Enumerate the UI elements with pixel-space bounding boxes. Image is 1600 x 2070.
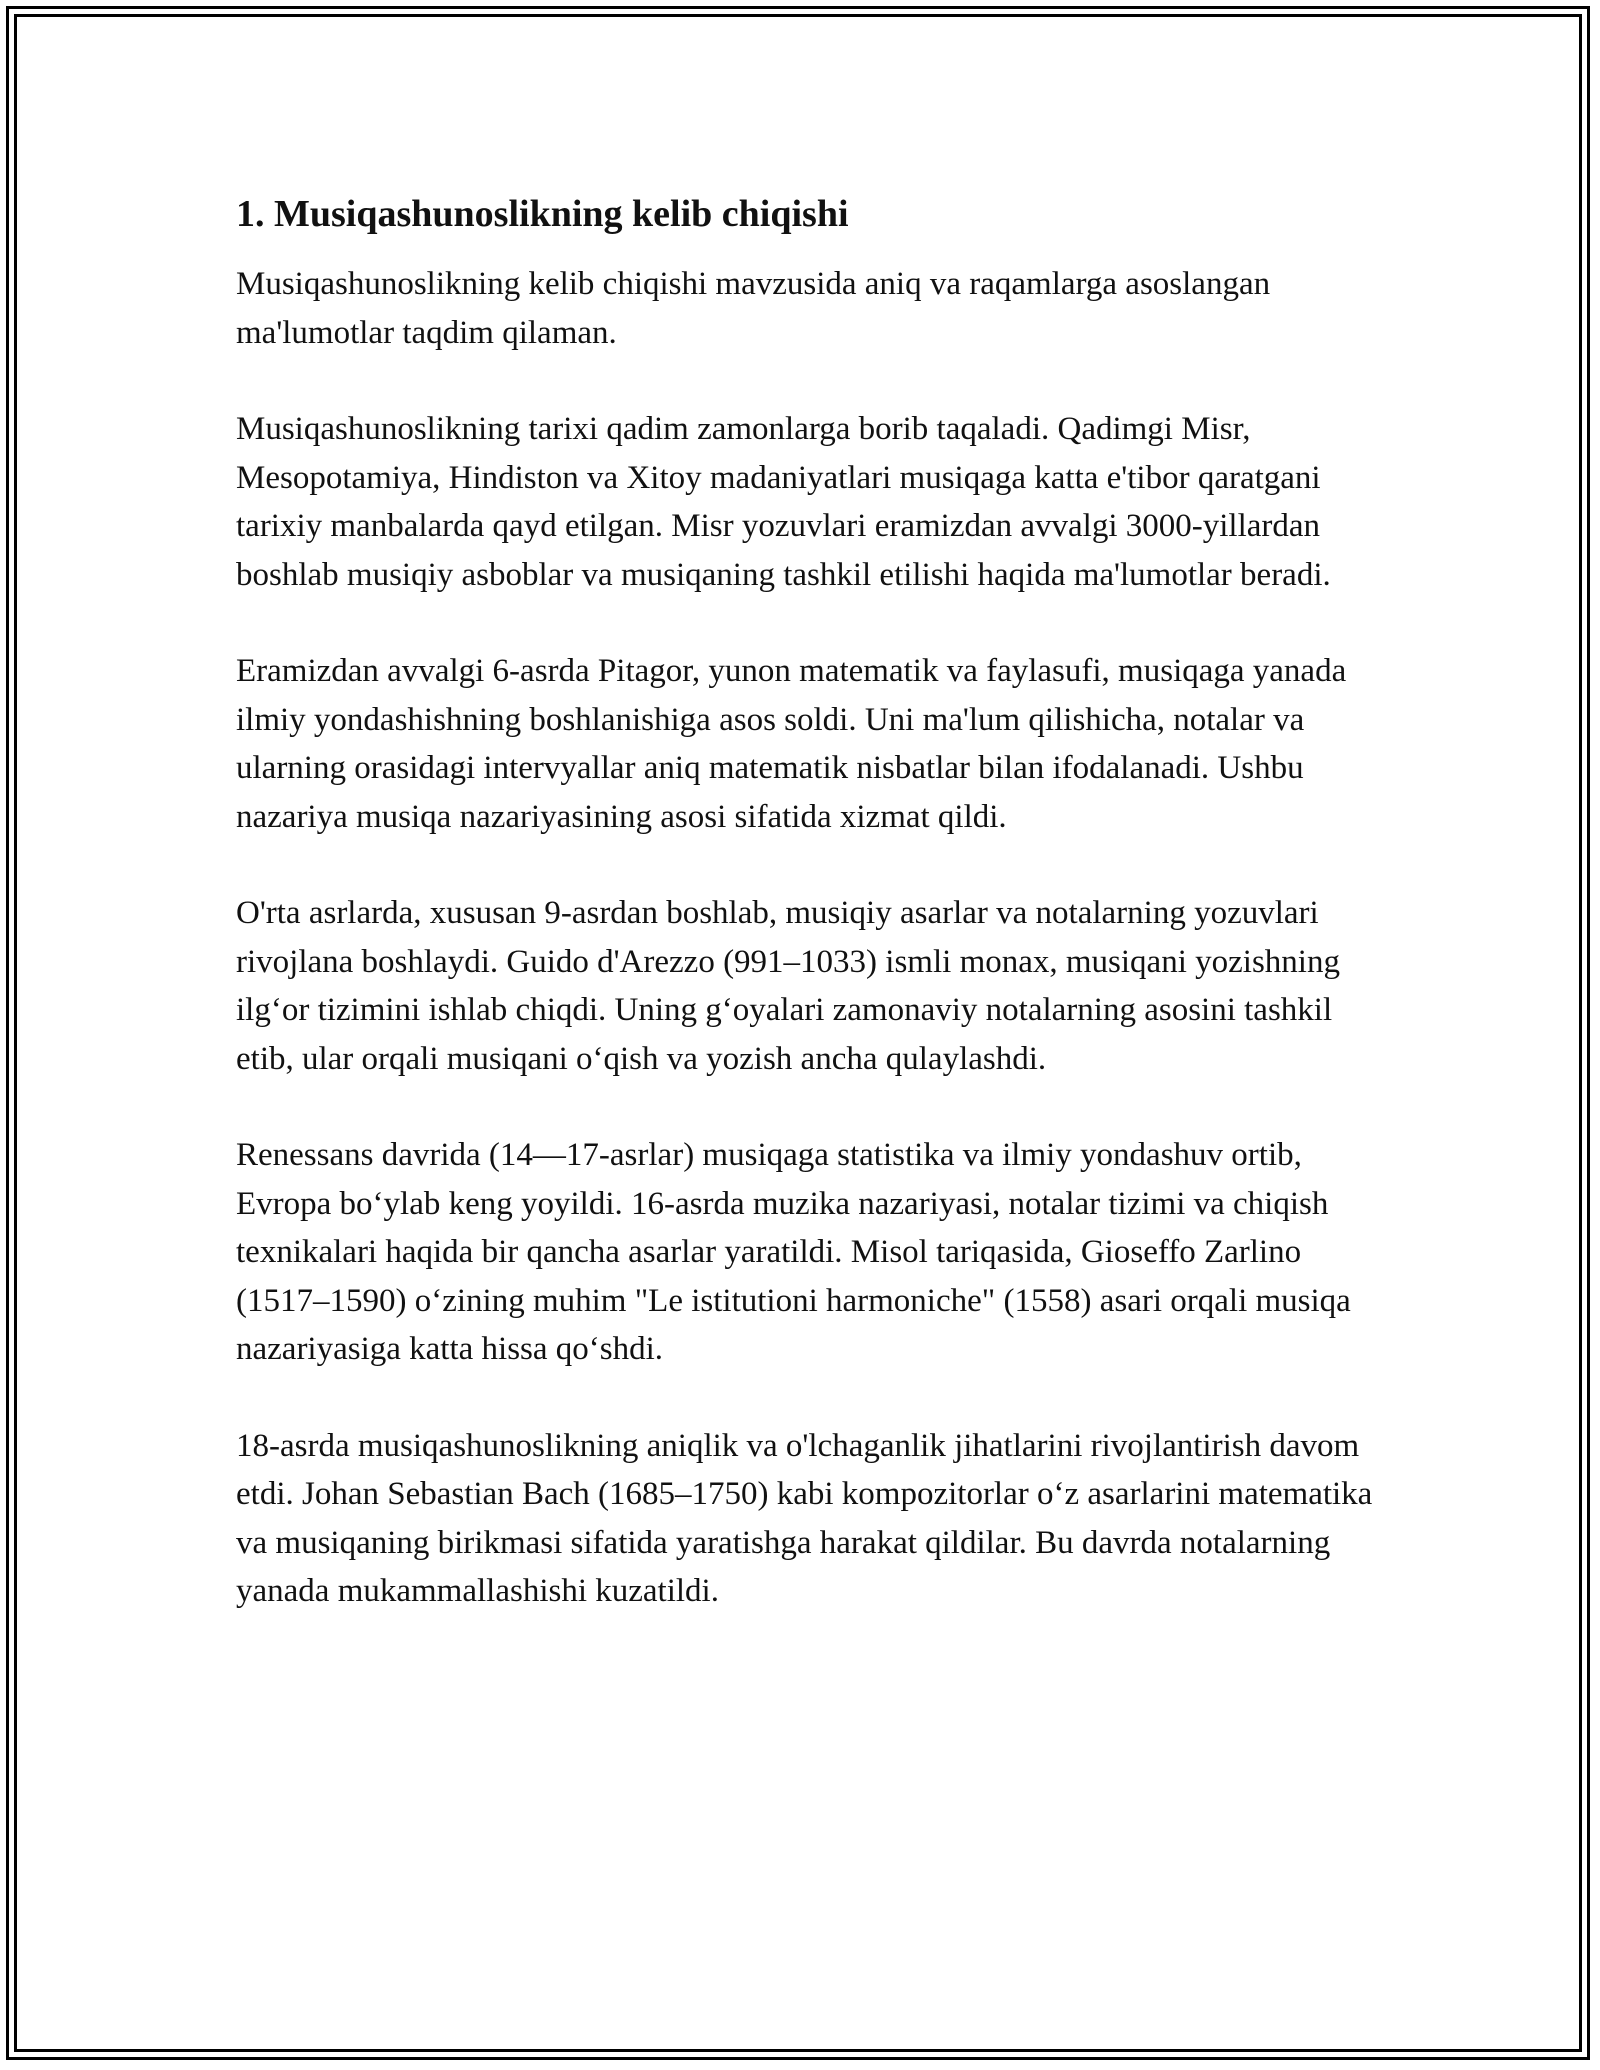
paragraph-intro: Musiqashunoslikning kelib chiqishi mavzusida aniq va raqamlarga asoslangan ma'lumotlar taqdim qilaman. bbox=[236, 266, 1271, 351]
paragraph-renaissance: Renessans davrida (14—17-asrlar) musiqaga statistika va ilmiy yondashuv ortib, Evropa bo‘ylab keng yoyildi. 16-asrda muzika nazariyasi, notalar tizimi va chiqish texnikalari haqida bir qancha asarlar yaratildi. Misol tariqasida, Gioseffo Zarlino (1517–1590) o‘zining muhim "Le istitutioni harmoniche" (1558) asari orqali musiqa nazariyasiga katta hissa qo‘shdi. bbox=[236, 1137, 1351, 1367]
paragraph-ancient-history: Musiqashunoslikning tarixi qadim zamonlarga borib taqaladi. Qadimgi Misr, Mesopotamiya, Hindiston va Xitoy madaniyatlari musiqaga katta e'tibor qaratgani tarixiy manbalarda qayd etilgan. Misr yozuvlari eramizdan avvalgi 3000-yillardan boshlab musiqiy asboblar va musiqaning tashkil etilishi haqida ma'lumotlar beradi. bbox=[236, 411, 1331, 593]
document-body bbox=[236, 190, 1376, 1664]
paragraph-middle-ages: O'rta asrlarda, xususan 9-asrdan boshlab, musiqiy asarlar va notalarning yozuvlari rivojlana boshlaydi. Guido d'Arezzo (991–1033) ismli monax, musiqani yozishning ilg‘or tizimini ishlab chiqdi. Uning g‘oyalari zamonaviy notalarning asosini tashkil etib, ular orqali musiqani o‘qish va yozish ancha qulaylashdi. bbox=[236, 895, 1340, 1077]
paragraph-pythagoras: Eramizdan avvalgi 6-asrda Pitagor, yunon matematik va faylasufi, musiqaga yanada ilmiy yondashishning boshlanishiga asos soldi. Uni ma'lum qilishicha, notalar va ularning orasidagi intervyallar aniq matematik nisbatlar bilan ifodalanadi. Ushbu nazariya musiqa nazariyasining asosi sifatida xizmat qildi. bbox=[236, 653, 1347, 835]
section-heading: 1. Musiqashunoslikning kelib chiqishi bbox=[236, 193, 849, 235]
paragraph-18th-century: 18-asrda musiqashunoslikning aniqlik va o'lchaganlik jihatlarini rivojlantirish davom etdi. Johan Sebastian Bach (1685–1750) kabi kompozitorlar o‘z asarlarini matematika va musiqaning birikmasi sifatida yaratishga harakat qildilar. Bu davrda notalarning yanada mukammallashishi kuzatildi. bbox=[236, 1427, 1373, 1609]
